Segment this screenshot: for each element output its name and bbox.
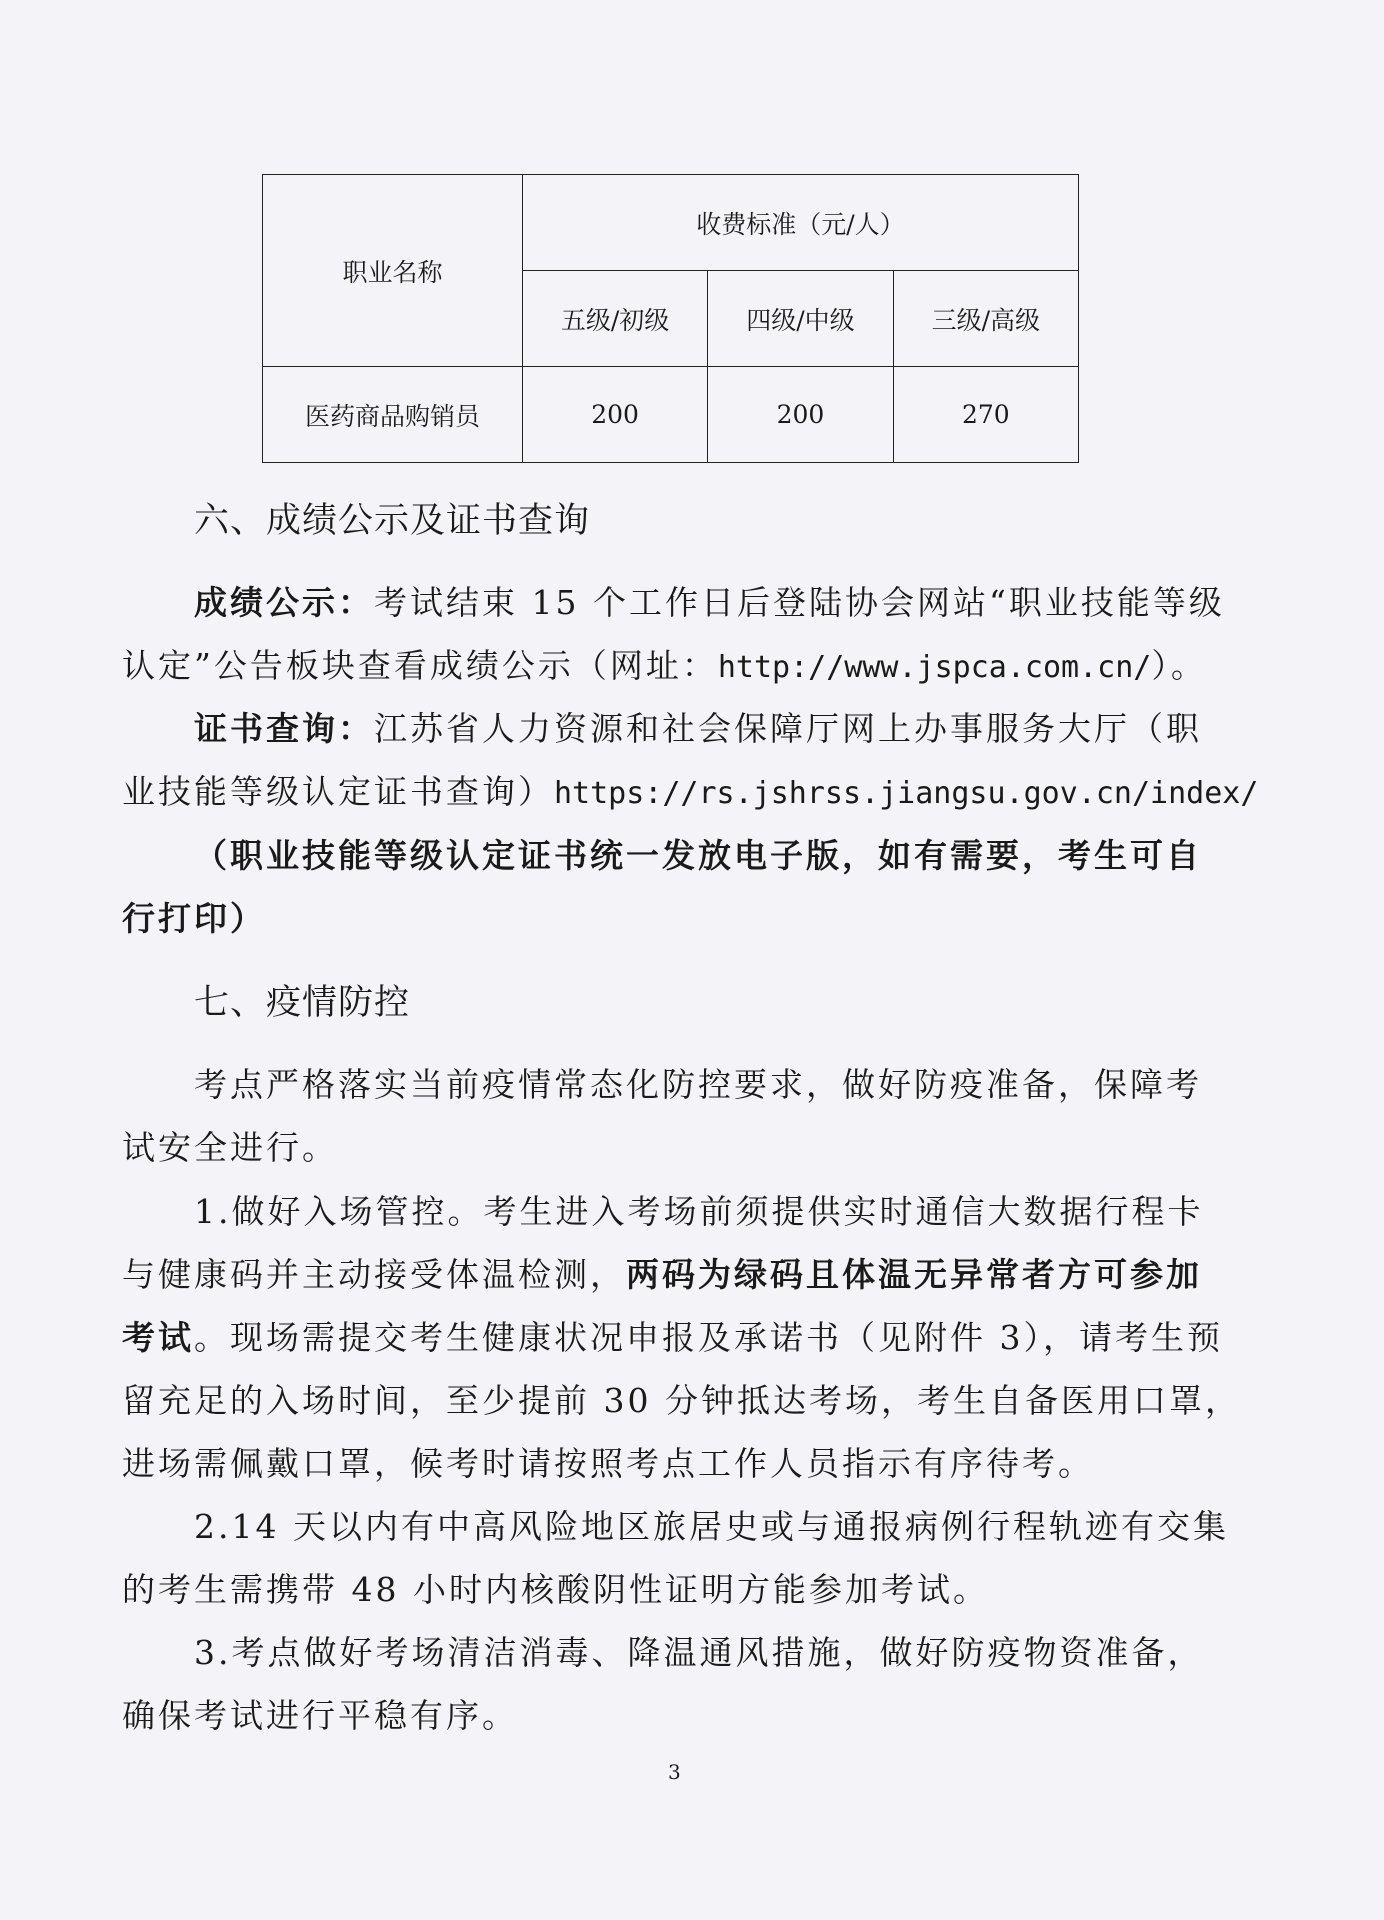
p1-line-1: 1.做好入场管控。考生进入考场前须提供实时通信大数据行程卡 <box>194 1192 1204 1231</box>
cert-line-2 <box>122 772 1272 812</box>
score-text-2: 认定”公告板块查看成绩公示（网址： <box>122 646 718 685</box>
p2-line-1: 2.14 天以内有中高风险地区旅居史或与通报病例行程轨迹有交集 <box>194 1507 1229 1546</box>
cert-line-1 <box>194 709 1344 749</box>
section-6-heading: 六、成绩公示及证书查询 <box>194 501 591 541</box>
score-label: 成绩公示： <box>194 583 374 622</box>
cert-url-link[interactable]: https://rs.jshrss.jiangsu.gov.cn/index/ <box>554 776 1259 811</box>
score-text-1: 考试结束 15 个工作日后登陆协会网站“职业技能等级 <box>374 583 1225 622</box>
p1-line-3 <box>122 1318 1272 1358</box>
p2-line-2: 的考生需携带 48 小时内核酸阴性证明方能参加考试。 <box>122 1570 989 1609</box>
note-line-1: （职业技能等级认定证书统一发放电子版，如有需要，考生可自 <box>194 836 1202 875</box>
p3-line-2: 确保考试进行平稳有序。 <box>122 1696 518 1735</box>
fee-table <box>262 174 1079 463</box>
p1-text-3a-bold: 考试 <box>122 1318 194 1357</box>
cert-text-1: 江苏省人力资源和社会保障厅网上办事服务大厅（职 <box>374 709 1202 748</box>
occupation-cell: 医药商品购销员 <box>263 367 523 463</box>
score-text-3: ）。 <box>1151 646 1207 685</box>
score-url-link[interactable]: http://www.jspca.com.cn/ <box>717 650 1152 685</box>
grade-5-header: 五级/初级 <box>522 271 707 367</box>
section-7-heading: 七、疫情防控 <box>194 983 411 1023</box>
intro-line-1: 考点严格落实当前疫情常态化防控要求，做好防疫准备，保障考 <box>194 1065 1202 1104</box>
grade-4-header: 四级/中级 <box>708 271 893 367</box>
score-line-2 <box>122 646 1272 686</box>
fee-header: 收费标准（元/人） <box>522 175 1078 271</box>
p1-line-5: 进场需佩戴口罩，候考时请按照考点工作人员指示有序待考。 <box>122 1444 1094 1483</box>
cert-text-2: 业技能等级认定证书查询） <box>122 772 554 811</box>
fee-cell: 200 <box>522 367 707 463</box>
note-line-2: 行打印） <box>122 899 266 938</box>
table-row <box>263 367 1079 463</box>
col-name-header: 职业名称 <box>263 175 523 367</box>
p1-text-2a: 与健康码并主动接受体温检测， <box>122 1255 626 1294</box>
p1-text-2b-bold: 两码为绿码且体温无异常者方可参加 <box>626 1255 1202 1294</box>
p3-line-1: 3.考点做好考场清洁消毒、降温通风措施，做好防疫物资准备， <box>194 1633 1204 1672</box>
intro-line-2: 试安全进行。 <box>122 1128 338 1167</box>
page-number: 3 <box>668 1760 681 1784</box>
score-line-1 <box>194 583 1344 623</box>
cert-label: 证书查询： <box>194 709 374 748</box>
p1-line-2 <box>122 1255 1272 1295</box>
p1-text-3b: 。现场需提交考生健康状况申报及承诺书（见附件 3），请考生预 <box>194 1318 1223 1357</box>
fee-cell: 270 <box>893 367 1078 463</box>
p1-line-4: 留充足的入场时间，至少提前 30 分钟抵达考场，考生自备医用口罩， <box>122 1381 1241 1420</box>
fee-cell: 200 <box>708 367 893 463</box>
grade-3-header: 三级/高级 <box>893 271 1078 367</box>
